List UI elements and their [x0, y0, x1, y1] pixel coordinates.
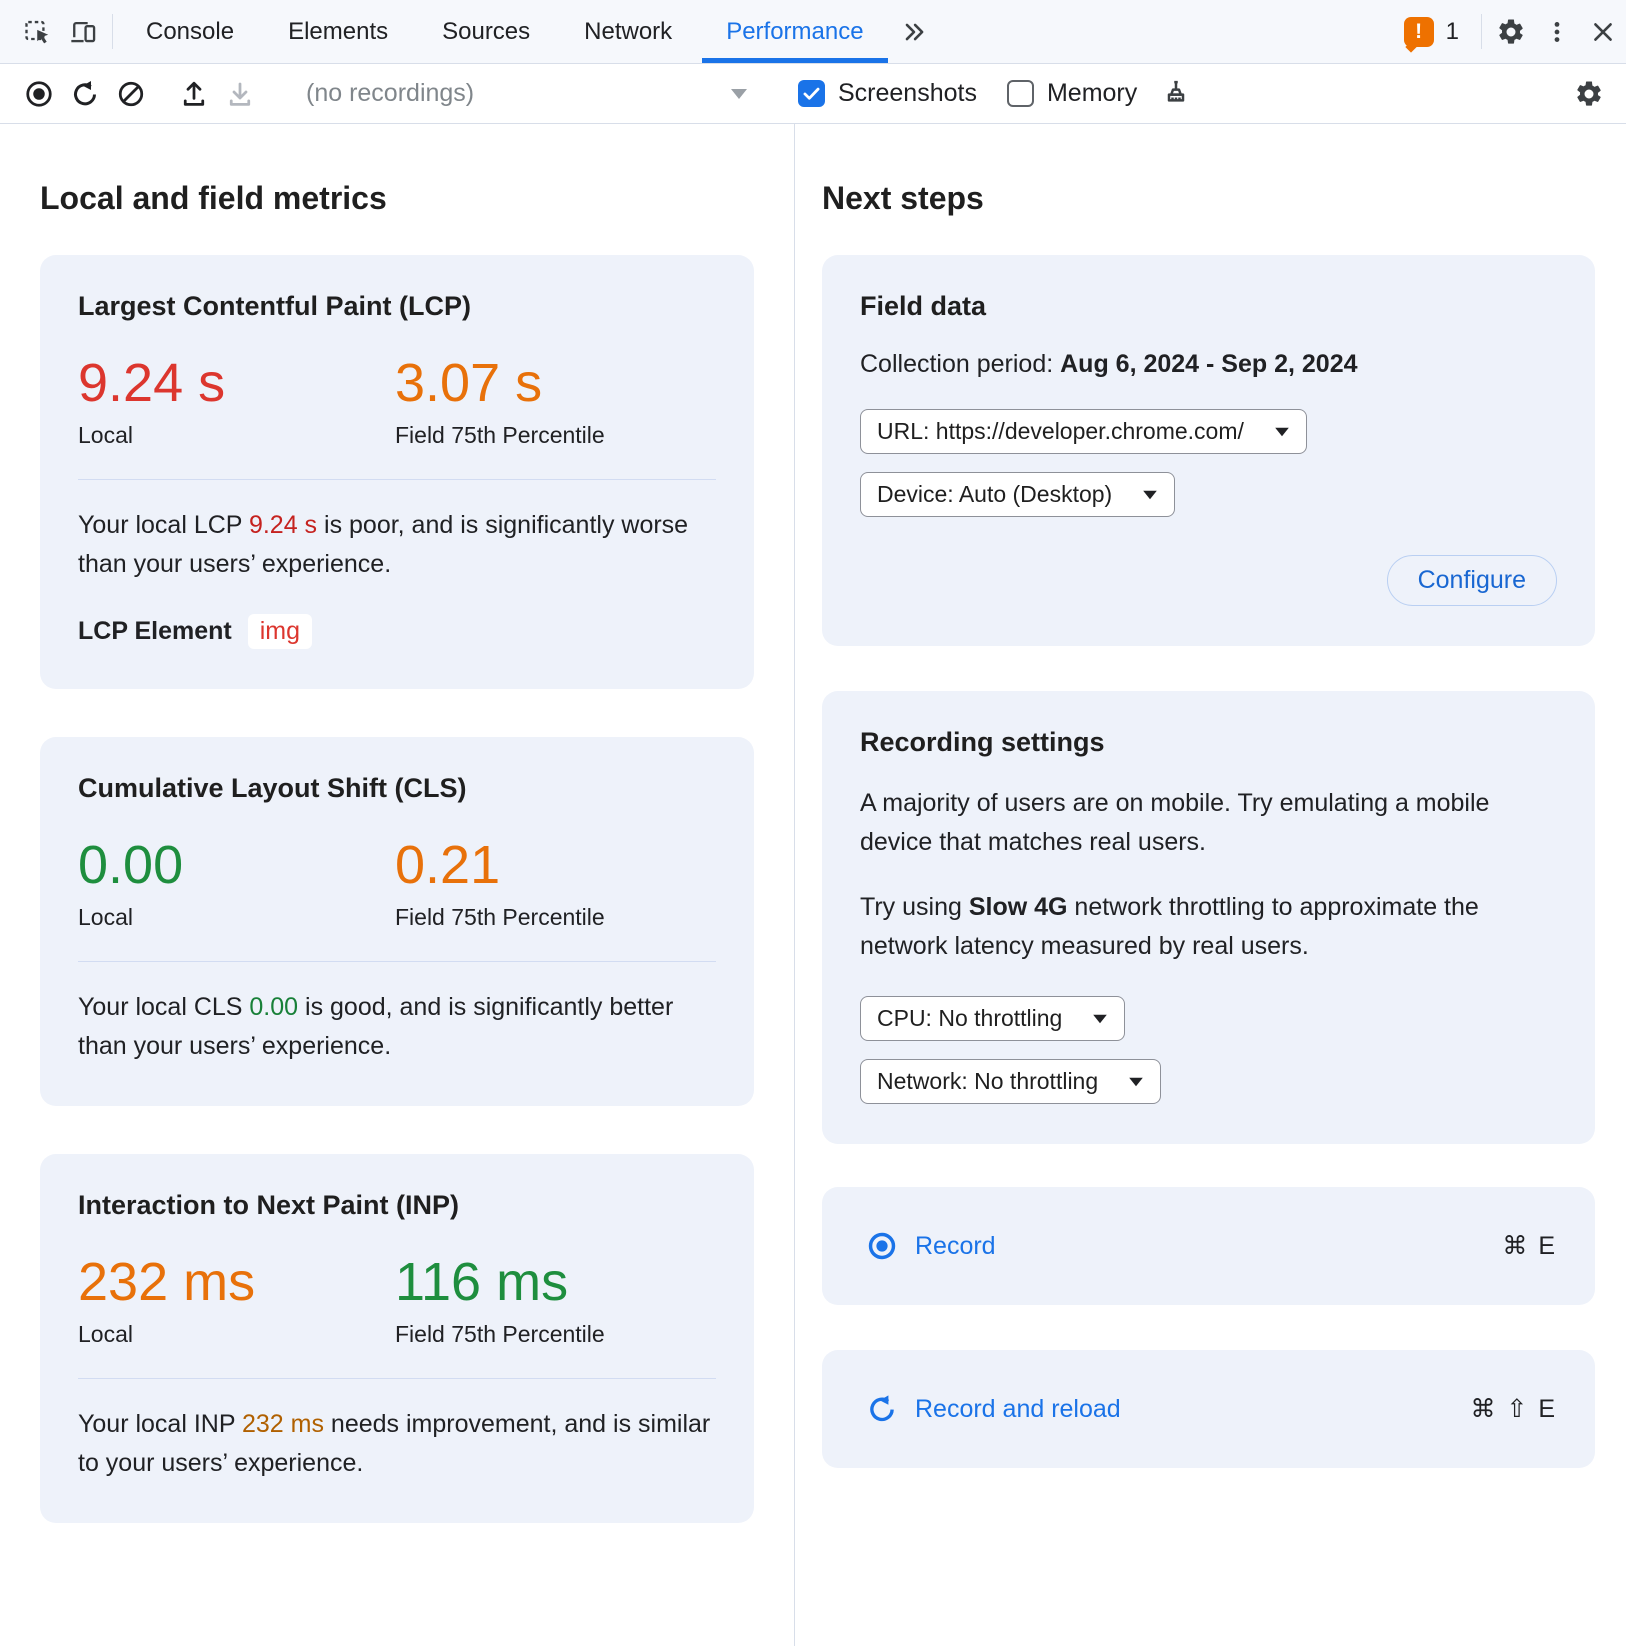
recordings-select[interactable]	[292, 79, 757, 108]
configure-button[interactable]: Configure	[1387, 555, 1557, 606]
three-dot-menu-icon	[1544, 19, 1570, 45]
dropdown-arrow-icon	[731, 89, 747, 99]
metrics-section-title: Local and field metrics	[40, 180, 387, 216]
lcp-local-label: Local	[78, 422, 133, 448]
lcp-desc-value: 9.24 s	[248, 511, 318, 539]
cls-local-value-cell	[78, 836, 395, 931]
gear-icon	[1574, 79, 1604, 109]
gear-icon	[1496, 17, 1526, 47]
collection-period-label: Collection period:	[860, 350, 1061, 378]
record-icon	[866, 1230, 898, 1262]
card-divider	[78, 961, 716, 962]
lcp-local-value-cell	[78, 354, 395, 449]
cls-values-row	[78, 836, 716, 931]
memory-checkbox[interactable]	[1007, 80, 1034, 107]
lcp-values-row	[78, 354, 716, 449]
inp-local-label: Local	[78, 1321, 133, 1347]
url-select-value: URL: https://developer.chrome.com/	[877, 418, 1244, 444]
screenshots-toggle[interactable]	[798, 79, 977, 108]
issues-count: 1	[1445, 17, 1459, 45]
lcp-local-value: 9.24 s	[78, 353, 226, 413]
lcp-description	[78, 506, 716, 584]
p2-prefix: Try using	[860, 893, 969, 921]
lcp-card-title: Largest Contentful Paint (LCP)	[78, 291, 471, 321]
record-reload-action-button[interactable]	[860, 1392, 1127, 1426]
cpu-throttling-select[interactable]	[860, 996, 1125, 1041]
network-select-value: Network: No throttling	[877, 1068, 1099, 1094]
cls-local-label: Local	[78, 904, 133, 930]
lcp-field-label: Field 75th Percentile	[395, 422, 605, 448]
inp-desc-suffix: needs improvement, and is similar to your users’ experience.	[78, 1410, 711, 1477]
cls-local-value: 0.00	[78, 835, 184, 895]
record-action-label: Record	[915, 1231, 996, 1260]
cls-desc-value: 0.00	[249, 993, 299, 1021]
recording-settings-p1: A majority of users are on mobile. Try emulating a mobile device that matches real users.	[860, 789, 1490, 856]
tab-console[interactable]: Console	[119, 0, 261, 63]
inspect-cursor-icon	[23, 18, 51, 46]
record-button[interactable]	[16, 72, 62, 116]
broom-icon	[1161, 79, 1191, 109]
network-throttling-select[interactable]	[860, 1059, 1161, 1104]
tab-performance[interactable]: Performance	[699, 0, 890, 63]
performance-toolbar	[0, 64, 1626, 124]
record-reload-action-card[interactable]	[822, 1350, 1595, 1468]
lcp-element-row	[78, 614, 716, 649]
record-shortcut: ⌘ E	[1502, 1232, 1557, 1260]
memory-label: Memory	[1046, 79, 1138, 107]
tab-network[interactable]: Network	[557, 0, 699, 63]
tab-elements[interactable]: Elements	[261, 0, 415, 63]
capture-settings-button[interactable]	[1566, 72, 1612, 116]
lcp-desc-suffix: is poor, and is significantly worse than your users’ experience.	[78, 511, 689, 578]
record-action-button[interactable]	[860, 1229, 1002, 1263]
record-and-reload-button[interactable]	[62, 72, 108, 116]
p2-suffix: network throttling to approximate the network latency measured by real users.	[860, 893, 1479, 960]
configure-row	[860, 555, 1557, 606]
tabbar-separator	[1481, 14, 1482, 49]
device-toolbar-button[interactable]	[60, 0, 106, 63]
close-icon	[1590, 19, 1616, 45]
save-profile-button[interactable]	[217, 72, 263, 116]
recording-settings-p2	[860, 888, 1557, 966]
screenshots-checkbox[interactable]	[798, 80, 825, 107]
recording-settings-card	[822, 691, 1595, 1144]
inp-values-row	[78, 1253, 716, 1348]
cls-field-value: 0.21	[395, 835, 501, 895]
device-toolbar-icon	[69, 18, 97, 46]
inp-desc-value: 232 ms	[242, 1410, 324, 1438]
tabbar-separator	[112, 14, 113, 49]
recordings-select-value: (no recordings)	[306, 79, 475, 107]
inp-local-value-cell	[78, 1253, 395, 1348]
next-steps-title: Next steps	[822, 180, 984, 216]
cls-field-value-cell	[395, 836, 605, 931]
screenshots-label: Screenshots	[838, 79, 977, 107]
dropdown-arrow-icon	[1143, 490, 1157, 499]
p2-slow-4g: Slow 4G	[968, 893, 1068, 921]
record-action-card[interactable]	[822, 1187, 1595, 1305]
record-icon	[24, 79, 54, 109]
card-divider	[78, 479, 716, 480]
close-devtools-button[interactable]	[1580, 0, 1626, 63]
landing-content	[0, 124, 1626, 1646]
menu-button[interactable]	[1534, 0, 1580, 63]
collect-garbage-button[interactable]	[1153, 72, 1199, 116]
inp-description	[78, 1405, 716, 1483]
load-profile-button[interactable]	[171, 72, 217, 116]
devtools-tabbar	[0, 0, 1626, 64]
settings-button[interactable]	[1488, 0, 1534, 63]
lcp-metric-card	[40, 255, 754, 689]
field-data-title: Field data	[860, 291, 987, 321]
reload-icon	[70, 79, 100, 109]
tab-sources[interactable]: Sources	[415, 0, 557, 63]
inp-field-value-cell	[395, 1253, 605, 1348]
throttling-selects	[860, 996, 1557, 1104]
inp-local-value: 232 ms	[78, 1252, 256, 1312]
dropdown-arrow-icon	[1275, 427, 1289, 436]
cls-card-title: Cumulative Layout Shift (CLS)	[78, 773, 467, 803]
local-field-metrics-panel	[0, 124, 795, 1646]
cls-desc-suffix: is good, and is significantly better than your users’ experience.	[78, 993, 674, 1060]
record-reload-action-label: Record and reload	[915, 1394, 1121, 1423]
next-steps-panel	[795, 124, 1626, 1646]
issues-icon: !	[1404, 17, 1434, 47]
inp-desc-prefix: Your local INP	[78, 1410, 242, 1438]
tabbar-spacer	[937, 0, 1398, 63]
collection-period-value: Aug 6, 2024 - Sep 2, 2024	[1060, 350, 1358, 378]
cls-field-label: Field 75th Percentile	[395, 904, 605, 930]
device-select[interactable]	[860, 472, 1175, 517]
lcp-desc-prefix: Your local LCP	[78, 511, 249, 539]
upload-icon	[179, 79, 209, 109]
cls-metric-card	[40, 737, 754, 1106]
recording-settings-title: Recording settings	[860, 727, 1105, 757]
inp-card-title: Interaction to Next Paint (INP)	[78, 1190, 460, 1220]
dropdown-arrow-icon	[1129, 1077, 1143, 1086]
lcp-field-value: 3.07 s	[395, 353, 543, 413]
inp-metric-card	[40, 1154, 754, 1523]
double-chevron-right-icon	[901, 19, 927, 45]
card-divider	[78, 1378, 716, 1379]
inspect-element-button[interactable]	[14, 0, 60, 63]
lcp-field-value-cell	[395, 354, 605, 449]
clear-icon	[116, 79, 146, 109]
dropdown-arrow-icon	[1094, 1014, 1108, 1023]
inp-field-label: Field 75th Percentile	[395, 1321, 605, 1347]
lcp-element-link[interactable]: img	[248, 614, 312, 649]
field-data-card	[822, 255, 1595, 646]
lcp-element-label: LCP Element	[78, 617, 232, 645]
cls-description	[78, 988, 716, 1066]
more-tabs-button[interactable]	[891, 0, 937, 63]
memory-toggle[interactable]	[1007, 79, 1137, 108]
issues-counter-button[interactable]	[1398, 0, 1465, 63]
url-select[interactable]	[860, 409, 1307, 454]
cpu-select-value: CPU: No throttling	[877, 1005, 1063, 1031]
reload-icon	[866, 1393, 898, 1425]
clear-recordings-button[interactable]	[108, 72, 154, 116]
inp-field-value: 116 ms	[395, 1252, 569, 1312]
download-icon	[225, 79, 255, 109]
record-reload-shortcut: ⌘ ⇧ E	[1470, 1395, 1557, 1423]
collection-period	[860, 350, 1557, 379]
device-select-value: Device: Auto (Desktop)	[877, 481, 1113, 507]
cls-desc-prefix: Your local CLS	[78, 993, 250, 1021]
